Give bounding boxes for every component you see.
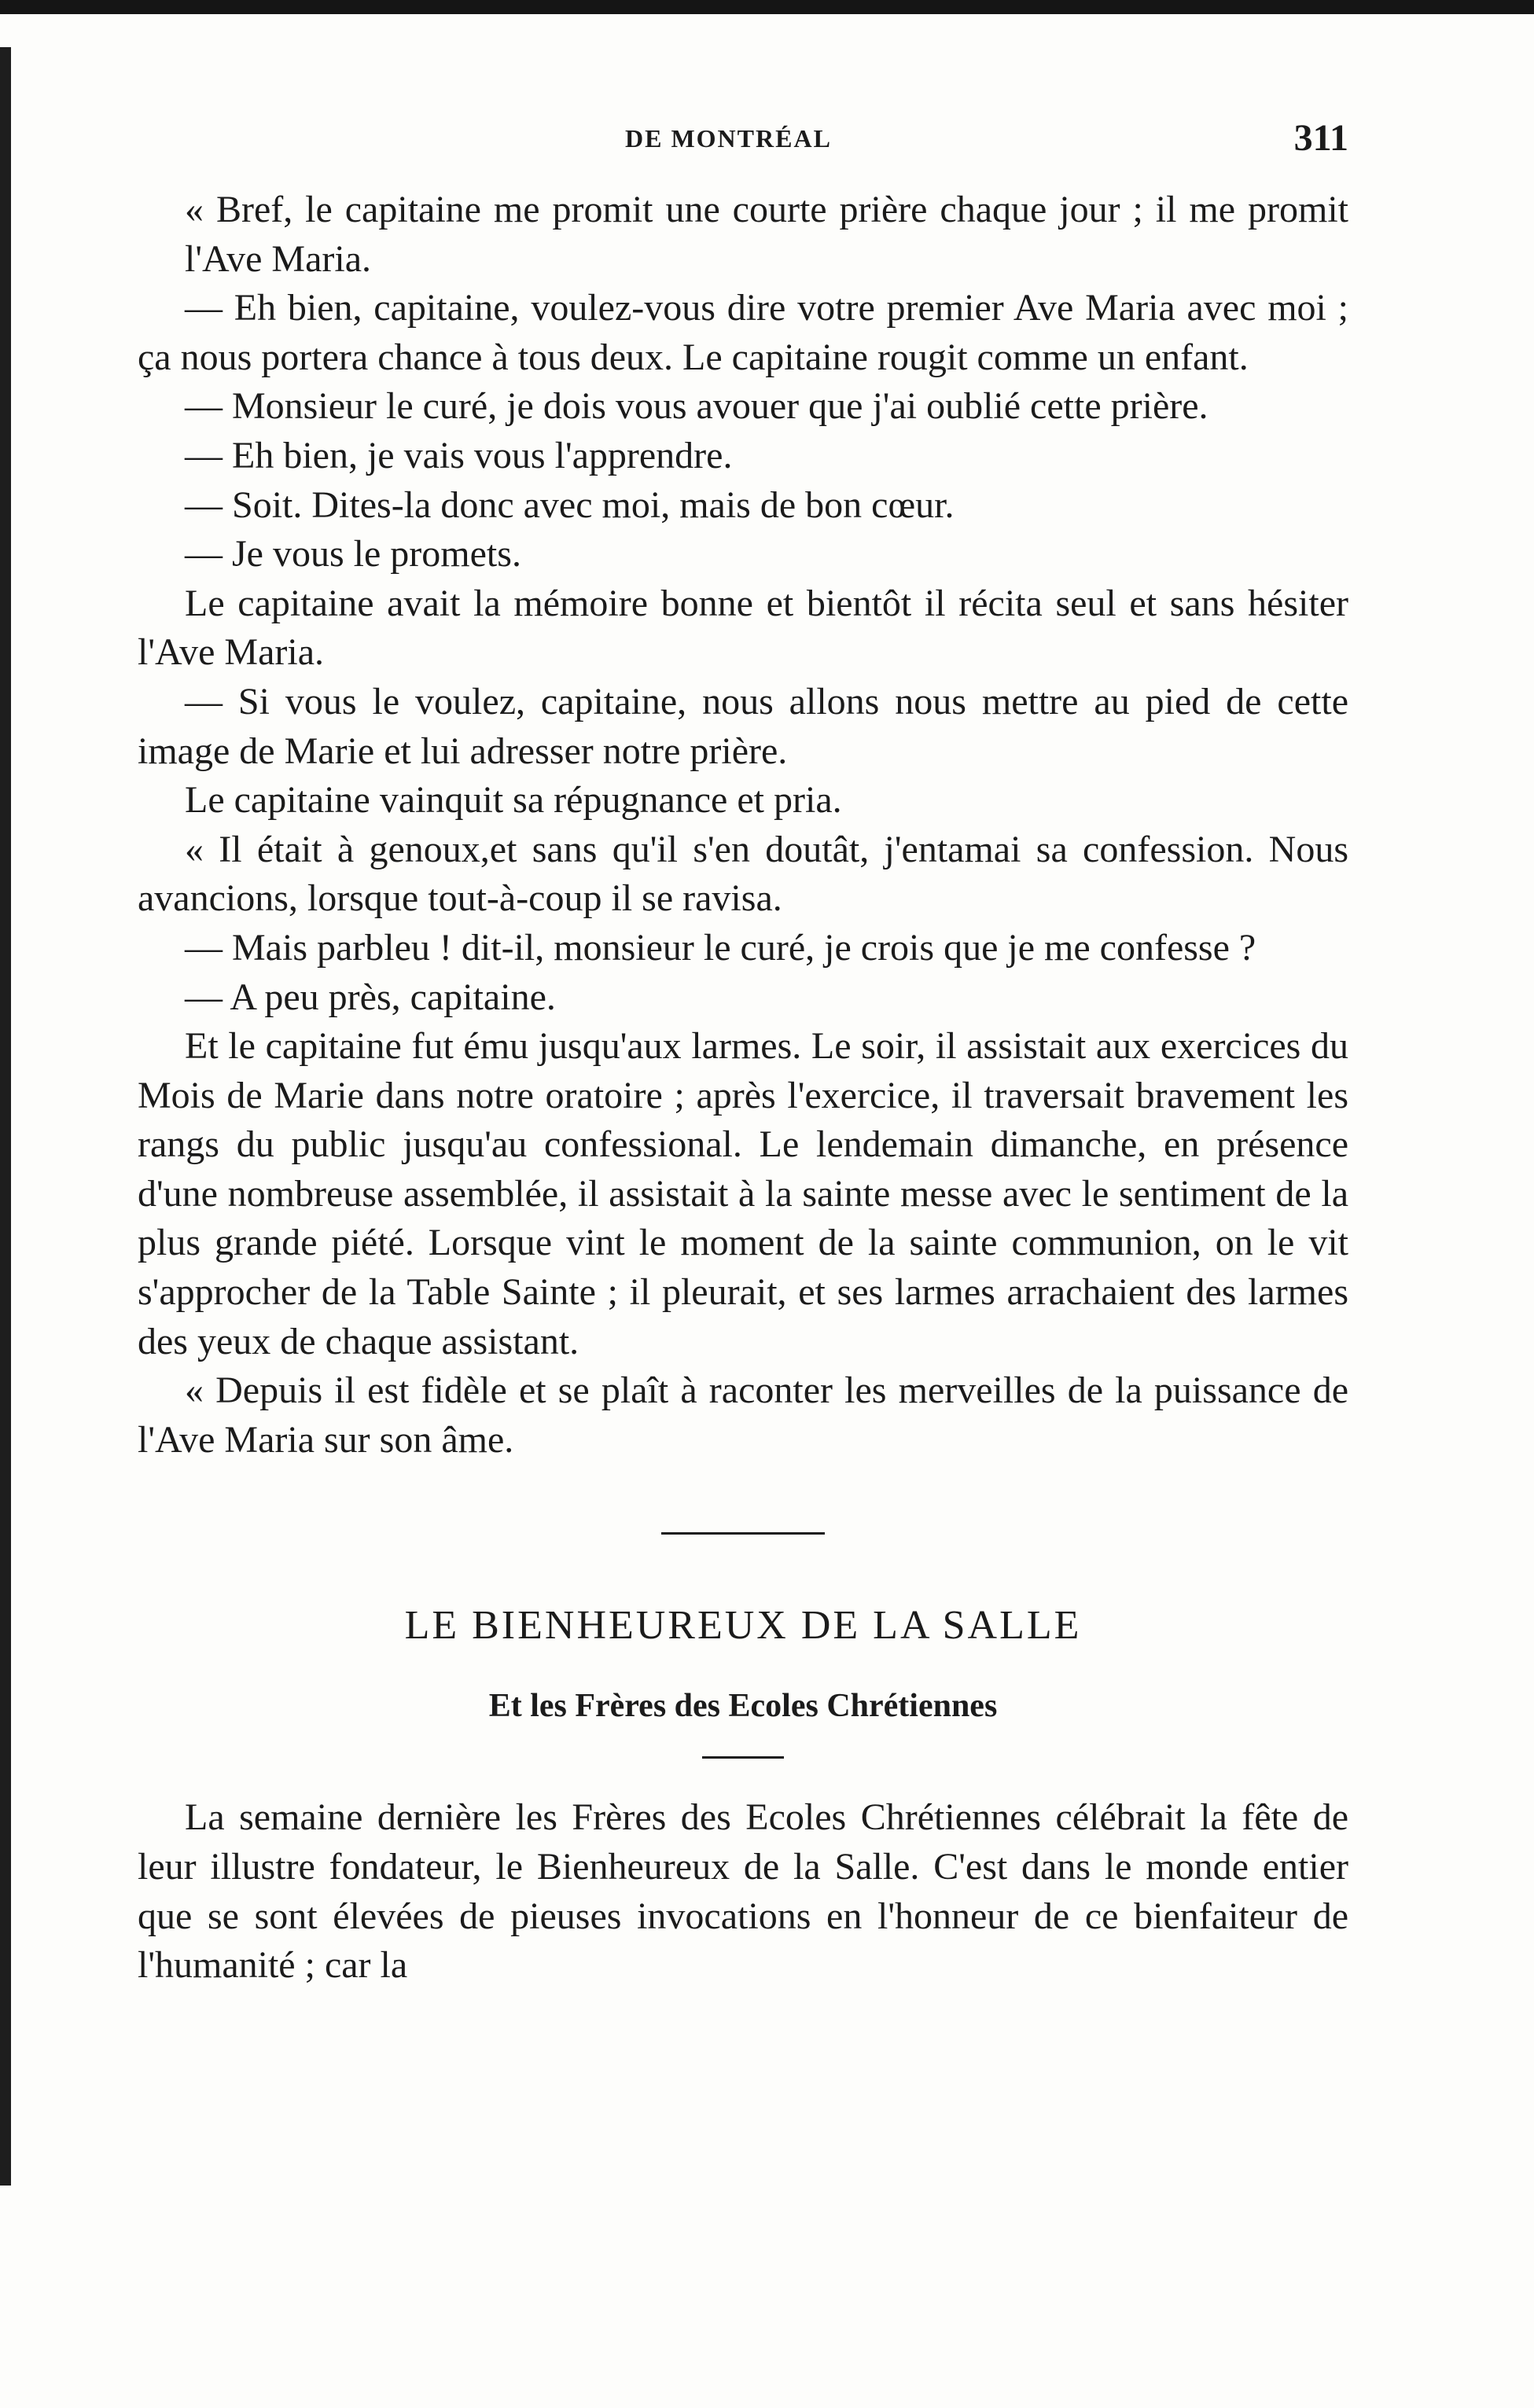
page-number: 311 xyxy=(1293,117,1348,159)
section-lead-paragraph: La semaine dernière les Frères des Ecoles Chrétiennes célébrait la fête de leur illustre fondateur, le Bienheureux de la Salle. C'est dans le monde entier que se sont élevées de pieuses invocations en l'honneur de ce bienfaiteur de l'humanité ; car la xyxy=(138,1796,1348,1987)
paragraph: Le capitaine vainquit sa répugnance et pria. xyxy=(185,779,842,822)
paragraph: — Monsieur le curé, je dois vous avouer que j'ai oublié cette prière. xyxy=(185,385,1208,428)
left-border-rule xyxy=(0,47,11,2186)
paragraph: Le capitaine avait la mémoire bonne et bientôt il récita seul et sans hésiter l'Ave Maria. xyxy=(138,582,1348,674)
paragraph: — Mais parbleu ! dit-il, monsieur le curé, je crois que je me confesse ? xyxy=(185,926,1256,969)
top-border-rule xyxy=(0,0,1534,14)
paragraph: — Si vous le voulez, capitaine, nous allons nous mettre au pied de cette image de Marie et lui adresser notre prière. xyxy=(138,680,1348,772)
paragraph: — Eh bien, je vais vous l'apprendre. xyxy=(185,434,733,476)
section-divider-rule xyxy=(661,1532,825,1535)
subtitle-divider-rule xyxy=(702,1756,784,1759)
paragraph: — Eh bien, capitaine, voulez-vous dire votre premier Ave Maria avec moi ; ça nous portera chance à tous deux. Le capitaine rougit comme un enfant. xyxy=(138,287,1348,378)
paragraph: — Soit. Dites-la donc avec moi, mais de bon cœur. xyxy=(185,483,955,526)
running-head: DE MONTRÉAL xyxy=(625,124,832,153)
paragraph: « Depuis il est fidèle et se plaît à raconter les merveilles de la puissance de l'Ave Maria sur son âme. xyxy=(138,1369,1348,1461)
paragraph: Et le capitaine fut ému jusqu'aux larmes. Le soir, il assistait aux exercices du Mois de Marie dans notre oratoire ; après l'exercice, il traversait bravement les rangs du public jusqu'au confessional. Le lendemain dimanche, en présence d'une nombreuse assemblée, il assistait à la sainte messe avec le sentiment de la plus grande piété. Lorsque vint le moment de la sainte communion, on le vit s'approcher de la Table Sainte ; il pleurait, et ses larmes arrachaient des larmes des yeux de chaque assistant. xyxy=(138,1025,1348,1362)
paragraph: — Je vous le promets. xyxy=(185,533,521,575)
page-header xyxy=(138,116,1348,164)
section-title: LE BIENHEUREUX DE LA SALLE xyxy=(404,1603,1082,1649)
paragraph: « Il était à genoux,et sans qu'il s'en doutât, j'entamai sa confession. Nous avancions, lorsque tout-à-coup il se ravisa. xyxy=(138,828,1348,920)
page-body xyxy=(138,186,1348,1991)
paragraph: — A peu près, capitaine. xyxy=(185,976,556,1018)
paragraph: « Bref, le capitaine me promit une courte prière chaque jour ; il me promit l'Ave Maria. xyxy=(185,189,1348,280)
section-subtitle: Et les Frères des Ecoles Chrétiennes xyxy=(488,1688,998,1725)
